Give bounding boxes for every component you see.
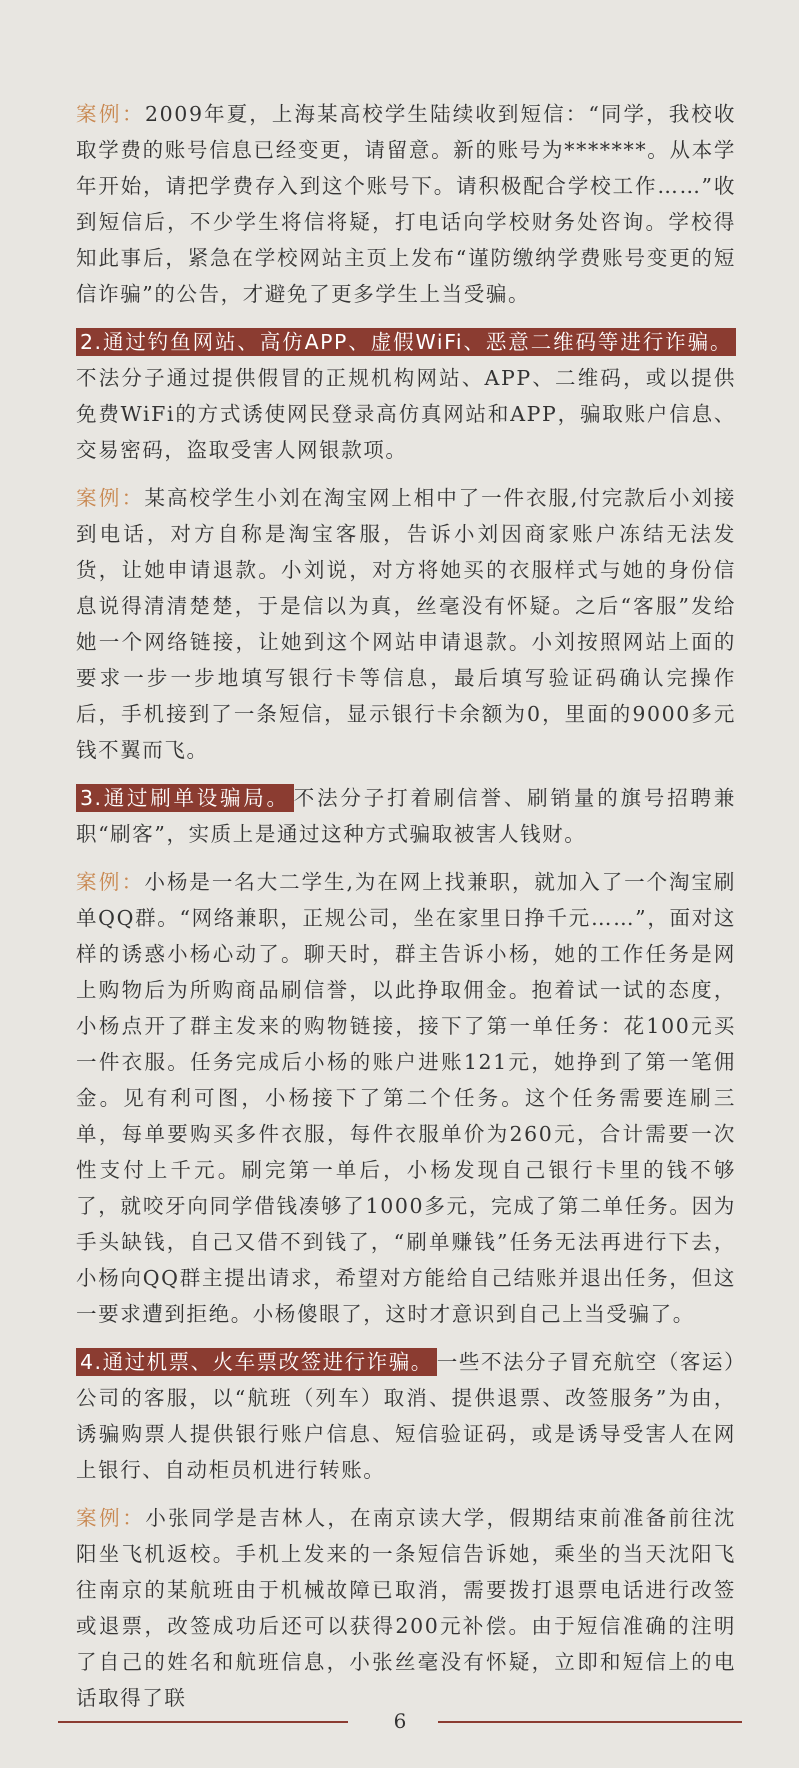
case-text: 小张同学是吉林人，在南京读大学，假期结束前准备前往沈阳坐飞机返校。手机上发来的一条短信告诉她，乘坐的当天沈阳飞往南京的某航班由于机械故障已取消，需要拨打退票电话进行改签或退票，改签成功后还可以获得200元补偿。由于短信准确的注明了自己的姓名和航班信息，小张丝毫没有怀疑，立即和短信上的电话取得了联 [76,1506,736,1710]
case-paragraph-4 [76,1500,736,1716]
case-paragraph-1 [76,96,736,312]
case-label: 案例： [76,486,145,510]
section-heading-3: 3.通过刷单设骗局。 [76,784,294,812]
section-body-4: 一些不法分子冒充航空（客运）公司的客服，以“航班（列车）取消、提供退票、改签服务”为由，诱骗购票人提供银行账户信息、短信验证码，或是诱导受害人在网上银行、自动柜员机进行转账。 [76,1350,736,1482]
section-paragraph-2 [76,324,736,468]
section-heading-2: 2.通过钓鱼网站、高仿APP、虚假WiFi、恶意二维码等进行诈骗。 [76,328,736,356]
case-text: 小杨是一名大二学生,为在网上找兼职，就加入了一个淘宝刷单QQ群。“网络兼职，正规公司，坐在家里日挣千元……”，面对这样的诱惑小杨心动了。聊天时，群主告诉小杨，她的工作任务是网上购物后为所购商品刷信誉，以此挣取佣金。抱着试一试的态度，小杨点开了群主发来的购物链接，接下了第一单任务：花100元买一件衣服。任务完成后小杨的账户进账121元，她挣到了第一笔佣金。见有利可图，小杨接下了第二个任务。这个任务需要连刷三单，每单要购买多件衣服，每件衣服单价为260元，合计需要一次性支付上千元。刷完第一单后，小杨发现自己银行卡里的钱不够了，就咬牙向同学借钱凑够了1000多元，完成了第二单任务。因为手头缺钱，自己又借不到钱了，“刷单赚钱”任务无法再进行下去，小杨向QQ群主提出请求，希望对方能给自己结账并退出任务，但这一要求遭到拒绝。小杨傻眼了，这时才意识到自己上当受骗了。 [76,870,736,1326]
section-paragraph-4 [76,1344,736,1488]
case-label: 案例： [76,870,145,894]
page-number: 6 [393,1709,407,1733]
footer-rule-right [438,1721,742,1723]
case-label: 案例： [76,1506,146,1530]
case-paragraph-3 [76,864,736,1332]
case-paragraph-2 [76,480,736,768]
page-footer [58,1706,742,1736]
case-label: 案例： [76,102,146,126]
section-heading-4: 4.通过机票、火车票改签进行诈骗。 [76,1348,437,1376]
section-body-3: 不法分子打着刷信誉、刷销量的旗号招聘兼职“刷客”，实质上是通过这种方式骗取被害人钱财。 [76,786,737,846]
section-body-2: 不法分子通过提供假冒的正规机构网站、APP、二维码，或以提供免费WiFi的方式诱使网民登录高仿真网站和APP，骗取账户信息、交易密码，盗取受害人网银款项。 [76,366,736,462]
section-paragraph-3 [76,780,736,852]
case-text: 某高校学生小刘在淘宝网上相中了一件衣服,付完款后小刘接到电话，对方自称是淘宝客服，告诉小刘因商家账户冻结无法发货，让她申请退款。小刘说，对方将她买的衣服样式与她的身份信息说得清清楚楚，于是信以为真，丝毫没有怀疑。之后“客服”发给她一个网络链接，让她到这个网站申请退款。小刘按照网站上面的要求一步一步地填写银行卡等信息，最后填写验证码确认完操作后，手机接到了一条短信，显示银行卡余额为0，里面的9000多元钱不翼而飞。 [76,486,736,762]
page-content [76,96,736,1716]
case-text: 2009年夏，上海某高校学生陆续收到短信：“同学，我校收取学费的账号信息已经变更，请留意。新的账号为*******。从本学年开始，请把学费存入到这个账号下。请积极配合学校工作……”收到短信后，不少学生将信将疑，打电话向学校财务处咨询。学校得知此事后，紧急在学校网站主页上发布“谨防缴纳学费账号变更的短信诈骗”的公告，才避免了更多学生上当受骗。 [76,102,737,306]
footer-rule-left [58,1721,348,1723]
